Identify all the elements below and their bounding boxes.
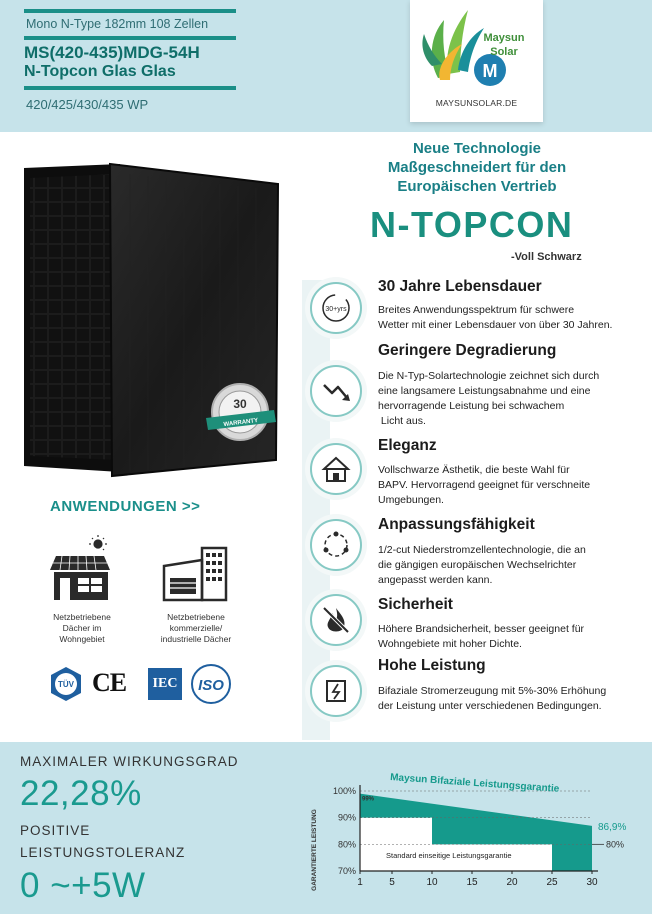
adaptability-icon [310, 519, 362, 571]
feature-line: der Leistung unter verschiedenen Bedingungen. [378, 700, 602, 712]
svg-text:ISO: ISO [198, 677, 224, 694]
lifetime-icon-label: 30+yrs [325, 306, 347, 313]
feature-line: Die N-Typ-Solartechnologie zeichnet sich durch [378, 370, 600, 382]
chart-x-tick: 15 [466, 877, 478, 888]
feature-text [378, 684, 648, 714]
feature-line: Vollschwarze Ästhetik, die beste Wahl für [378, 464, 570, 476]
feature-line: Wohngebiete mit hoher Dichte. [378, 638, 522, 650]
model-name: MS(420-435)MDG-54H [24, 43, 200, 62]
solar-panels-image [20, 160, 292, 480]
logo-name-line2: Solar [490, 46, 518, 58]
tuv-cert-icon [48, 666, 84, 702]
lifetime-icon [310, 282, 362, 334]
residential-roof-icon [48, 534, 114, 602]
feature-line: Wetter mit einer Lebensdauer von über 30 Jahren. [378, 319, 613, 331]
standard-end-label: 80% [606, 839, 625, 850]
feature-title: Hohe Leistung [378, 657, 486, 674]
header-divider [24, 9, 236, 13]
chart-x-tick: 25 [546, 877, 558, 888]
tolerance-label-1: POSITIVE [20, 823, 91, 838]
chart-y-axis-label: GARANTIERTE LEISTUNG [311, 809, 318, 891]
tolerance-value: 0 ~+5W [20, 866, 146, 905]
feature-line: Höhere Brandsicherheit, besser geeignet für [378, 623, 585, 635]
commercial-caption: Netzbetriebene kommerzielle/ industrielle Dächer [160, 612, 232, 644]
bifacial-power-icon [310, 665, 362, 717]
feature-title: Eleganz [378, 437, 437, 454]
svg-text:TÜV: TÜV [58, 680, 74, 689]
feature-title: Sicherheit [378, 596, 453, 613]
iso-cert-icon [188, 664, 234, 704]
ce-cert-icon: CE [92, 668, 127, 697]
technology-name: N-Topcon Glas Glas [24, 63, 176, 80]
feature-title: Geringere Degradierung [378, 342, 557, 359]
logo-url: MAYSUNSOLAR.DE [435, 98, 518, 108]
feature-line: BAPV. Hervorragend geeignet für verschneite [378, 479, 591, 491]
residential-caption: Netzbetriebene Dächer im Wohngebiet [53, 612, 111, 644]
efficiency-label: MAXIMALER WIRKUNGSGRAD [20, 754, 239, 769]
chart-title: Maysun Bifaziale Leistungsgarantie [389, 772, 560, 795]
product-subtitle: -Voll Schwarz [511, 251, 582, 263]
headline-line3: Europäischen Vertrieb [397, 178, 557, 195]
feature-title: 30 Jahre Lebensdauer [378, 278, 542, 295]
feature-text [378, 543, 648, 588]
header-divider [24, 86, 236, 90]
product-title: N-TOPCON [370, 204, 574, 245]
chart-y-tick: 70% [337, 866, 356, 876]
chart-y-tick: 80% [337, 839, 356, 850]
chart-y-tick: 90% [337, 812, 356, 823]
headline [352, 139, 602, 196]
header-subtitle: Mono N-Type 182mm 108 Zellen [26, 17, 209, 31]
chart-x-tick: 20 [506, 877, 518, 888]
chart-x-tick: 30 [586, 877, 598, 888]
feature-line: hervorragende Leistung bei schwachem [378, 400, 565, 412]
feature-line: Licht aus. [378, 415, 426, 427]
feature-line: Breites Anwendungsspektrum für schwere [378, 304, 575, 316]
feature-text [378, 463, 648, 508]
header-divider [24, 36, 236, 40]
badge-years: 30 [233, 397, 247, 411]
chart-x-tick: 10 [426, 877, 438, 888]
efficiency-value: 22,28% [20, 774, 142, 813]
feature-line: eine langsamere Leistungsabnahme und eine [378, 385, 591, 397]
feature-text [378, 303, 648, 333]
start-value-label: 99% [362, 796, 375, 803]
feature-line: angepasst werden kann. [378, 574, 493, 586]
badge-text: WARRANTY [223, 417, 259, 429]
tolerance-label-2: LEISTUNGSTOLERANZ [20, 845, 186, 860]
chart-y-tick: 100% [332, 786, 356, 796]
feature-title: Anpassungsfähigkeit [378, 516, 535, 533]
svg-text:M: M [482, 61, 498, 81]
headline-line1: Neue Technologie [412, 140, 542, 157]
feature-line: Umgebungen. [378, 494, 444, 506]
iec-cert-icon: IEC [148, 668, 182, 700]
degradation-icon [310, 365, 362, 417]
chart-x-tick: 1 [357, 877, 363, 888]
commercial-roof-icon [162, 546, 232, 602]
logo-name-line1: Maysun [483, 32, 525, 44]
feature-line: 1/2-cut Niederstromzellentechnologie, die an [378, 544, 586, 556]
house-icon [310, 443, 362, 495]
feature-line: Bifaziale Stromerzeugung mit 5%-30% Erhöhung [378, 685, 607, 697]
warranty-chart [306, 758, 646, 908]
fire-safety-icon [310, 594, 362, 646]
feature-text [378, 622, 648, 652]
applications-title: ANWENDUNGEN >> [50, 498, 201, 515]
chart-x-tick: 5 [389, 877, 395, 888]
wattage-range: 420/425/430/435 WP [26, 97, 149, 112]
feature-text [378, 369, 648, 429]
standard-warranty-label: Standard einseitige Leistungsgarantie [386, 851, 512, 860]
maysun-logo [410, 0, 543, 122]
feature-line: die gängigen europäischen Wechselrichter [378, 559, 577, 571]
bifacial-end-label: 86,9% [598, 821, 627, 833]
headline-line2: Maßgeschneidert für den [387, 159, 567, 176]
